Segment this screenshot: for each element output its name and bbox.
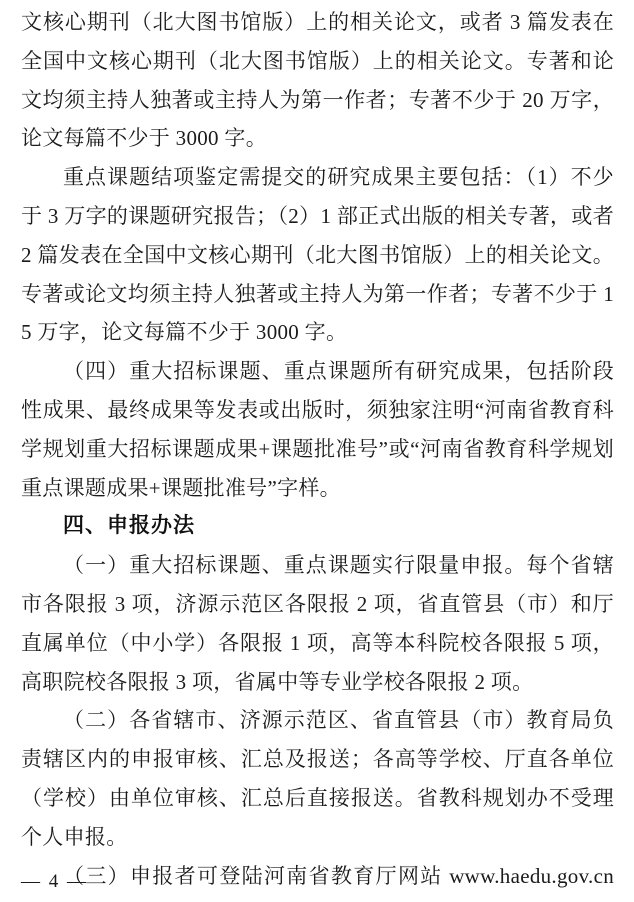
paragraph-continuation-journal-requirements: 文核心期刊（北大图书馆版）上的相关论文，或者 3 篇发表在全国中文核心期刊（北大图书馆版）上的相关论文。专著和论文均须主持人独著或主持人为第一作者；专著不少于 20 万字，论文每篇不少于 3000 字。 bbox=[21, 10, 614, 151]
paragraph-key-project-results: 重点课题结项鉴定需提交的研究成果主要包括：（1）不少于 3 万字的课题研究报告；（2）1 部正式出版的相关专著，或者 2 篇发表在全国中文核心期刊（北大图书馆版）上的相关论文。专著或论文均须主持人独著或主持人为第一作者；专著不少于 15 万字，论文每篇不少于 3000 字。 bbox=[21, 165, 614, 345]
document-body bbox=[21, 3, 614, 895]
paragraph-item-two-review: （二）各省辖市、济源示范区、省直管县（市）教育局负责辖区内的申报审核、汇总及报送；各高等学校、厅直各单位（学校）由单位审核、汇总后直接报送。省教科规划办不受理个人申报。 bbox=[21, 708, 614, 849]
section-heading-application-method: 四、申报办法 bbox=[63, 514, 195, 538]
page-footer bbox=[21, 871, 88, 893]
paragraph-item-four-attribution: （四）重大招标课题、重点课题所有研究成果，包括阶段性成果、最终成果等发表或出版时，须独家注明“河南省教育科学规划重大招标课题成果+课题批准号”或“河南省教育科学规划重点课题成果+课题批准号”字样。 bbox=[21, 359, 614, 500]
paragraph-item-three-website: （三）申报者可登陆河南省教育厅网站 www.haedu.gov.cn bbox=[63, 863, 614, 888]
page-number: — 4 — bbox=[21, 871, 88, 892]
paragraph-item-one-quota: （一）重大招标课题、重点课题实行限量申报。每个省辖市各限报 3 项，济源示范区各限报 2 项，省直管县（市）和厅直属单位（中小学）各限报 1 项，高等本科院校各限报 5 项，高职院校各限报 3 项，省属中等专业学校各限报 2 项。 bbox=[21, 553, 614, 694]
